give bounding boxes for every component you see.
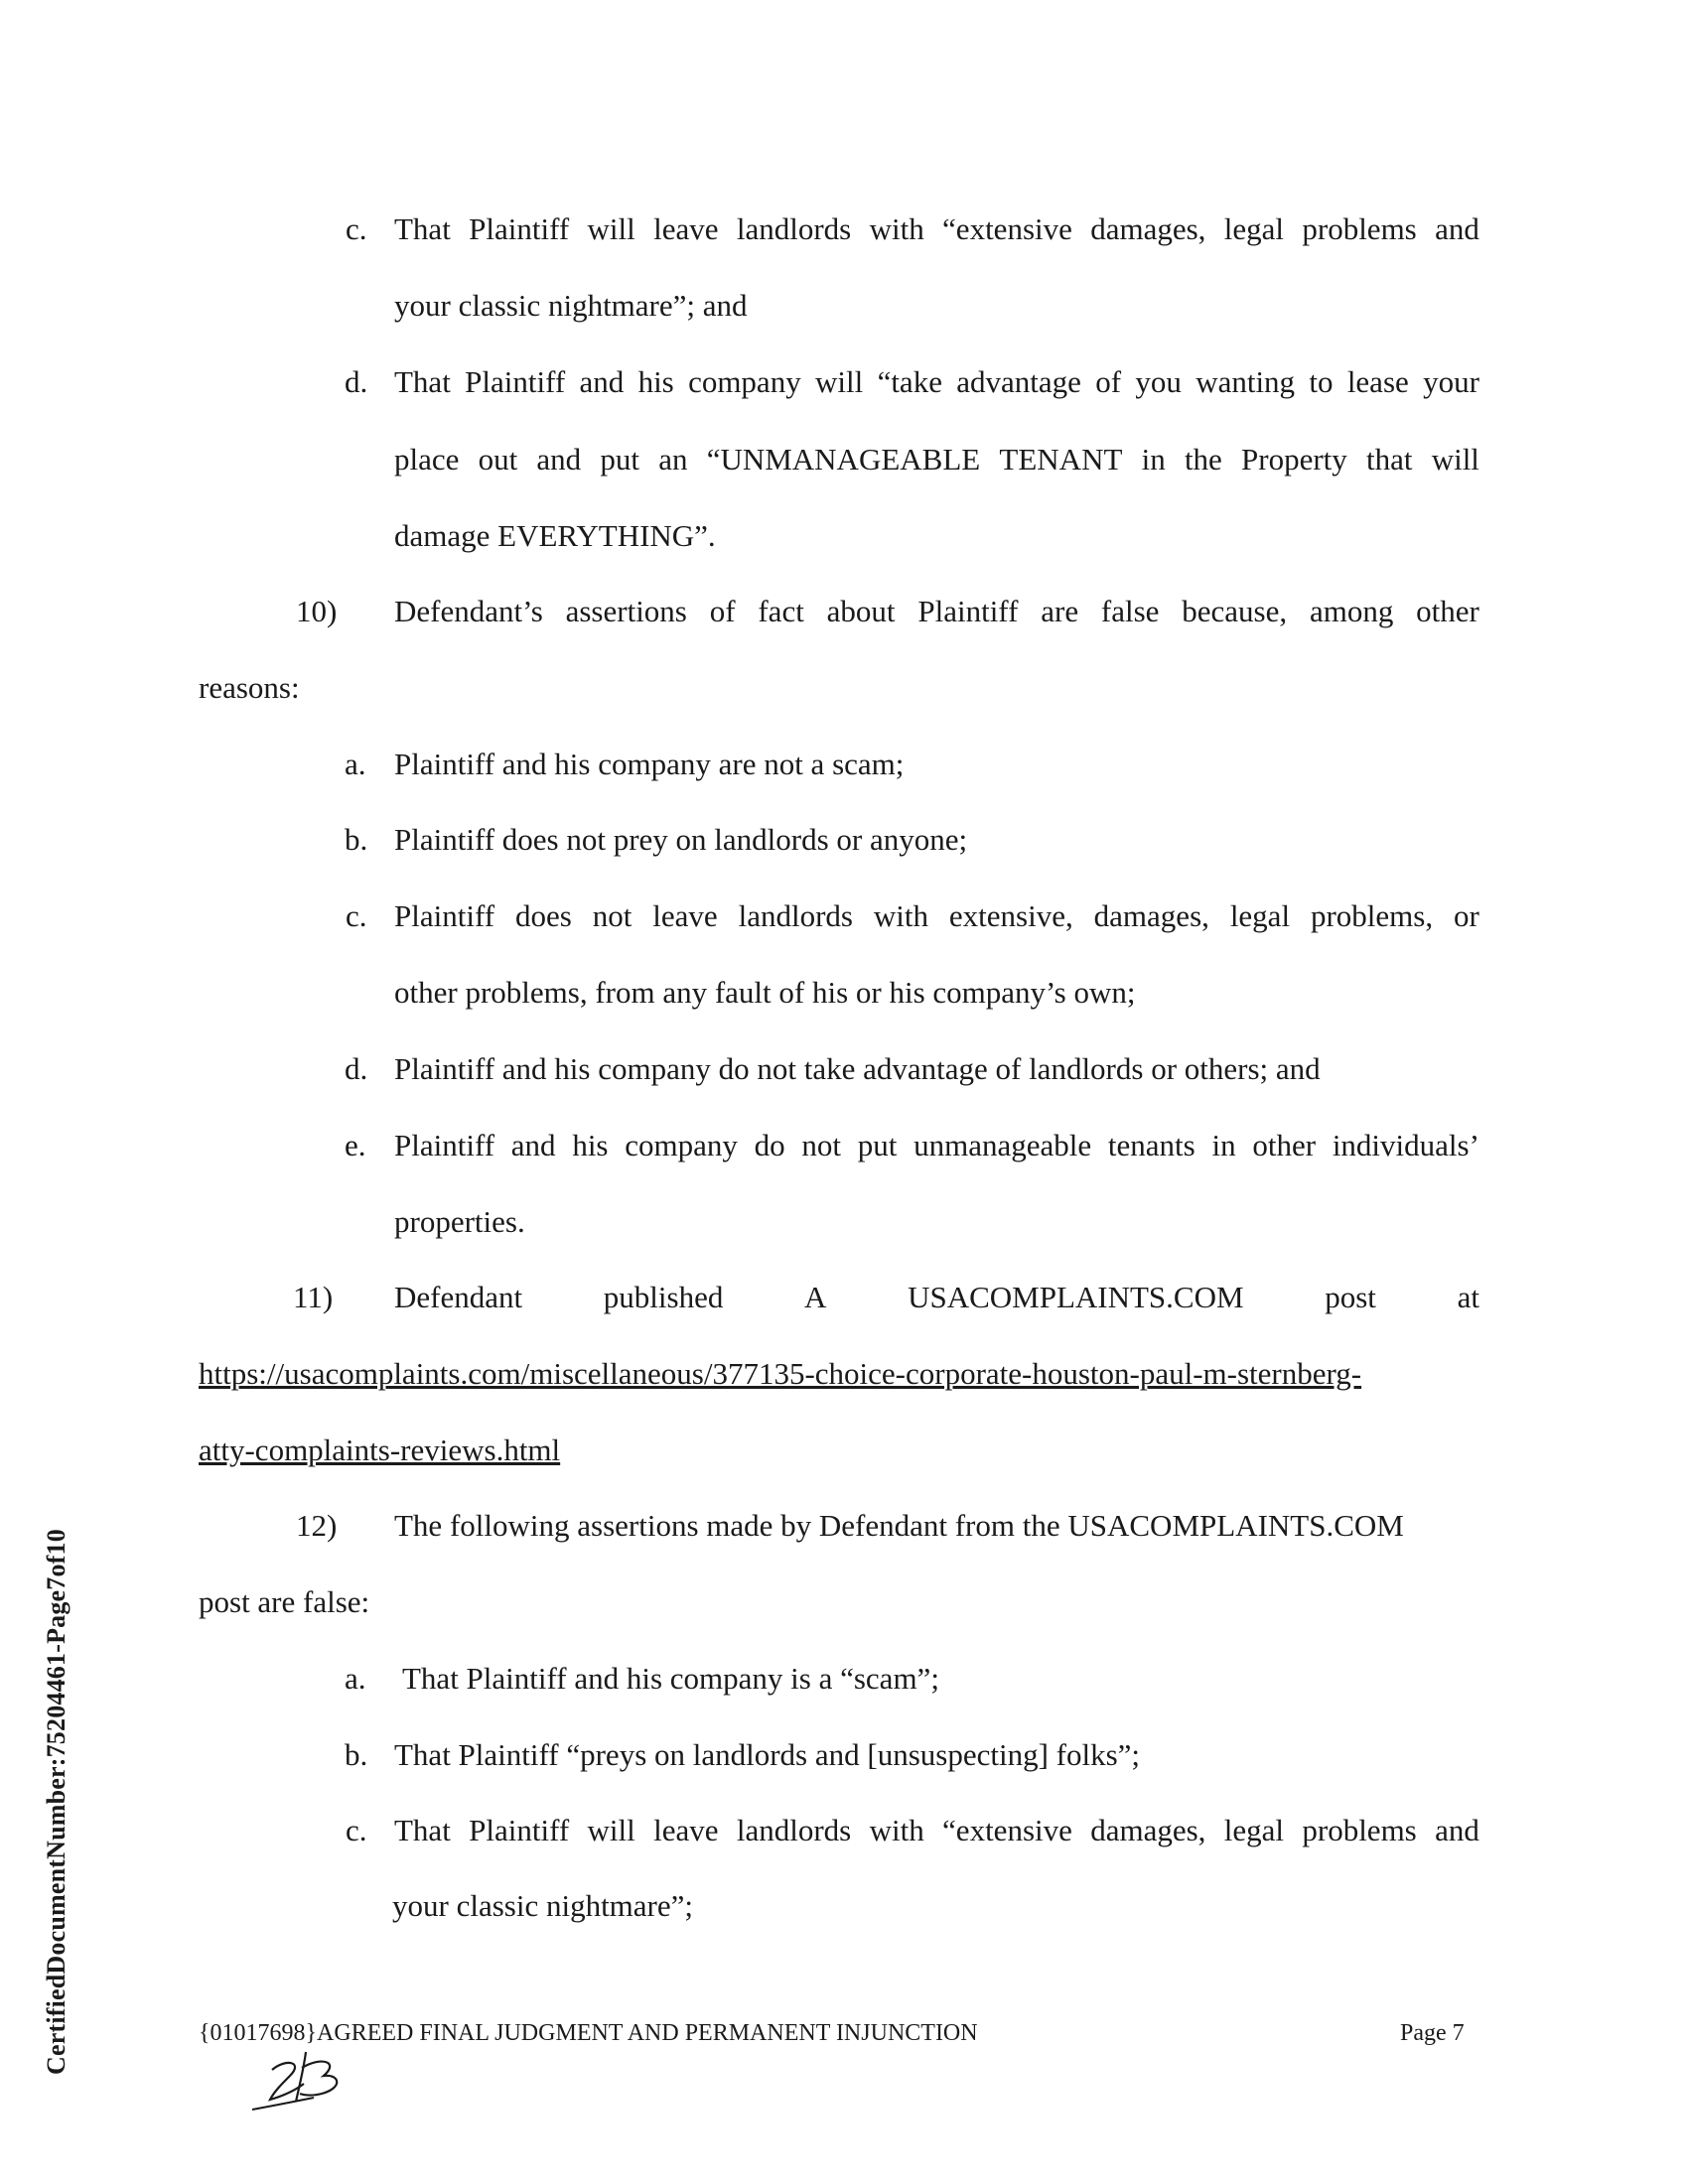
word: assertions [565, 594, 687, 628]
word: That [394, 1813, 451, 1847]
item-9d-line1 [394, 362, 1479, 402]
word: the [1184, 442, 1222, 477]
initials-signature [244, 2040, 363, 2119]
para-10-item-c-line1 [394, 896, 1479, 936]
usacomplaints-url-link-part2[interactable]: atty-complaints-reviews.html [199, 1433, 561, 1467]
usacomplaints-url-link-part1[interactable]: https://usacomplaints.com/miscellaneous/377135-choice-corporate-houston-paul-m-sternberg- [199, 1356, 1362, 1391]
word: other [1416, 594, 1479, 628]
word: Plaintiff [465, 364, 566, 399]
word: damages, [1093, 898, 1209, 933]
word: in [1141, 442, 1166, 477]
word: extensive, [948, 898, 1073, 933]
para-10-item-b: Plaintiff does not prey on landlords or anyone; [394, 822, 968, 857]
word: and [579, 364, 625, 399]
para-11-url-line1[interactable] [199, 1354, 1361, 1394]
word: problems [1302, 1813, 1417, 1847]
word: and [1435, 1813, 1479, 1847]
word: “UNMANAGEABLE [706, 442, 981, 477]
word: false [1100, 594, 1160, 628]
word: not [801, 1128, 842, 1162]
para-10-line1 [394, 592, 1479, 631]
para-12-item-a-label: a. [345, 1661, 366, 1696]
word: you [1135, 364, 1182, 399]
word: an [658, 442, 688, 477]
word: will [587, 1813, 635, 1847]
word: lease [1346, 364, 1409, 399]
word: leave [653, 1813, 719, 1847]
word: individuals’ [1332, 1128, 1479, 1162]
word: and [510, 1128, 556, 1162]
word: of [709, 594, 736, 628]
word: company [688, 364, 801, 399]
item-9d-line3: damage EVERYTHING”. [394, 518, 716, 553]
word: leave [653, 211, 719, 246]
para-11-url-line2[interactable] [199, 1431, 560, 1470]
para-10-item-d: Plaintiff and his company do not take advantage of landlords or others; and [394, 1051, 1321, 1086]
word: fact [758, 594, 804, 628]
word: damages, [1090, 1813, 1206, 1847]
word: post [1325, 1280, 1376, 1314]
para-12-item-b-label: b. [345, 1737, 368, 1772]
para-10-item-a: Plaintiff and his company are not a scam; [394, 747, 905, 781]
word: problems [1302, 211, 1417, 246]
word: will [1431, 442, 1479, 477]
item-9d-line2 [394, 440, 1479, 479]
word: “take [877, 364, 942, 399]
item-9c-line2: your classic nightmare”; and [394, 288, 748, 323]
word: his [572, 1128, 609, 1162]
para-10-item-e-line1 [394, 1126, 1479, 1165]
para-10-item-c-label: c. [346, 898, 367, 933]
item-9c-line1 [394, 209, 1479, 249]
word: with [873, 898, 928, 933]
word: Defendant [394, 1280, 523, 1314]
word: A [804, 1280, 827, 1314]
word: “extensive [942, 211, 1072, 246]
word: Plaintiff [394, 898, 495, 933]
word: wanting [1196, 364, 1296, 399]
word: Plaintiff [917, 594, 1019, 628]
word: Plaintiff [469, 1813, 570, 1847]
certified-document-number: CertifiedDocumentNumber:75204461-Page7of10 [42, 1529, 70, 2075]
word: “extensive [942, 1813, 1072, 1847]
word: among [1309, 594, 1394, 628]
word: of [1095, 364, 1122, 399]
word: Plaintiff [394, 1128, 495, 1162]
word: legal [1223, 1813, 1285, 1847]
word: out [478, 442, 518, 477]
word: to [1309, 364, 1334, 399]
word: legal [1223, 211, 1285, 246]
word: about [826, 594, 896, 628]
word: will [815, 364, 864, 399]
word: Property [1241, 442, 1347, 477]
word: because, [1182, 594, 1288, 628]
word: that [1365, 442, 1413, 477]
word: your [1423, 364, 1479, 399]
para-10-item-c-line2: other problems, from any fault of his or his company’s own; [394, 975, 1136, 1010]
para-12-item-c-label: c. [346, 1813, 367, 1847]
word: That [394, 364, 451, 399]
para-10-number: 10) [296, 594, 338, 628]
word: place [394, 442, 460, 477]
word: does [514, 898, 572, 933]
word: do [754, 1128, 785, 1162]
para-12-line2: post are false: [199, 1584, 370, 1619]
word: USACOMPLAINTS.COM [908, 1280, 1244, 1314]
word: and [536, 442, 582, 477]
para-10-item-a-label: a. [345, 747, 366, 781]
para-11-line1 [394, 1278, 1479, 1317]
word: Defendant’s [394, 594, 543, 628]
item-9c-label: c. [346, 211, 367, 246]
word: landlords [736, 1813, 852, 1847]
para-10-item-e-label: e. [345, 1128, 366, 1162]
para-10-item-e-line2: properties. [394, 1204, 525, 1239]
word: problems, [1310, 898, 1434, 933]
word: with [869, 211, 924, 246]
word: company [625, 1128, 738, 1162]
word: leave [652, 898, 718, 933]
item-9d-label: d. [345, 364, 368, 399]
para-10-item-b-label: b. [345, 822, 368, 857]
word: are [1041, 594, 1079, 628]
para-10-item-d-label: d. [345, 1051, 368, 1086]
word: published [603, 1280, 724, 1314]
word: Plaintiff [469, 211, 570, 246]
word: other [1252, 1128, 1317, 1162]
para-12-item-a: That Plaintiff and his company is a “scam”; [402, 1661, 939, 1696]
word: will [587, 211, 635, 246]
para-11-number: 11) [293, 1280, 334, 1314]
word: damages, [1090, 211, 1206, 246]
word: at [1457, 1280, 1479, 1314]
word: TENANT [999, 442, 1123, 477]
para-12-number: 12) [296, 1508, 338, 1543]
word: tenants [1107, 1128, 1196, 1162]
para-12-item-b: That Plaintiff “preys on landlords and [unsuspecting] folks”; [394, 1737, 1141, 1772]
word: landlords [738, 898, 853, 933]
word: with [869, 1813, 924, 1847]
word: landlords [736, 211, 852, 246]
word: in [1211, 1128, 1236, 1162]
word: and [1435, 211, 1479, 246]
para-12-item-c-line2: your classic nightmare”; [392, 1888, 694, 1923]
word: advantage [956, 364, 1081, 399]
word: or [1454, 898, 1479, 933]
para-12-item-c-line1 [394, 1811, 1479, 1850]
word: put [857, 1128, 898, 1162]
para-12-line1: The following assertions made by Defendant from the USACOMPLAINTS.COM [394, 1508, 1404, 1543]
word: not [592, 898, 633, 933]
para-10-line2: reasons: [199, 670, 300, 705]
word: legal [1229, 898, 1291, 933]
word: his [637, 364, 674, 399]
word: put [600, 442, 640, 477]
footer-page-number: Page 7 [1400, 2020, 1465, 2046]
word: That [394, 211, 451, 246]
word: unmanageable [914, 1128, 1092, 1162]
footer-document-title: {01017698}AGREED FINAL JUDGMENT AND PERMANENT INJUNCTION [199, 2020, 978, 2046]
